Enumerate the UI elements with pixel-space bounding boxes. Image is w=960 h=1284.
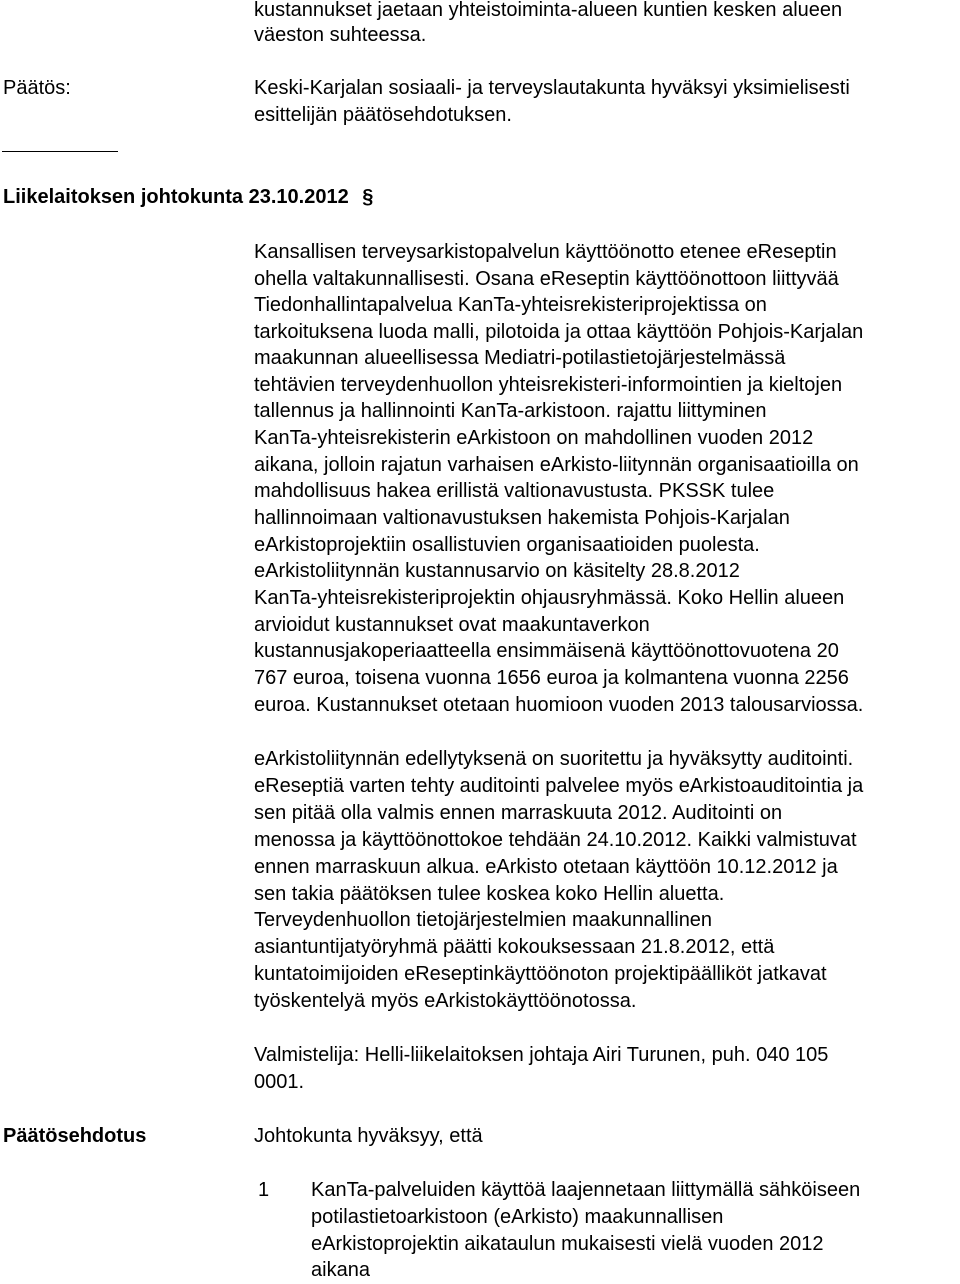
audit-line: ennen marraskuun alkua. eArkisto otetaan käyttöön 10.12.2012 ja	[254, 856, 838, 878]
subject-line: 767 euroa, toisena vuonna 1656 euroa ja kolmantena vuonna 2256	[254, 667, 849, 689]
audit-line: eReseptiä varten tehty auditointi palvelee myös eArkistoauditointia ja	[254, 775, 864, 797]
proposal-label: Päätösehdotus	[3, 1125, 147, 1147]
subject-line: tarkoituksena luoda malli, pilotoida ja ottaa käyttöön Pohjois-Karjalan	[254, 321, 864, 343]
subject-line: eArkistoprojektiin osallistuvien organisaatioiden puolesta.	[254, 534, 760, 556]
proposal-intro: Johtokunta hyväksyy, että	[254, 1125, 483, 1147]
audit-line: kuntatoimijoiden eReseptinkäyttöönoton projektipäälliköt jatkavat	[254, 963, 827, 985]
audit-line: eArkistoliitynnän edellytyksenä on suoritettu ja hyväksytty auditointi.	[254, 748, 854, 770]
audit-line: sen pitää olla valmis ennen marraskuuta 2012. Auditointi on	[254, 802, 783, 824]
subject-line: euroa. Kustannukset otetaan huomioon vuoden 2013 talousarviossa.	[254, 694, 864, 716]
audit-line: menossa ja käyttöönottokoe tehdään 24.10.2012. Kaikki valmistuvat	[254, 829, 857, 851]
subject-line: tehtävien terveydenhuollon yhteisrekisteri-informointien ja kieltojen	[254, 374, 843, 396]
proposal-item-line: eArkistoprojektin aikataulun mukaisesti vielä vuoden 2012	[311, 1233, 824, 1255]
subject-line: ohella valtakunnallisesti. Osana eReseptin käyttöönottoon liittyvää	[254, 268, 839, 290]
proposal-item-line: aikana	[311, 1259, 370, 1281]
section-divider	[2, 151, 118, 152]
subject-line: Tiedonhallintapalvelua KanTa-yhteisrekisteriprojektissa on	[254, 294, 767, 316]
subject-line: tallennus ja hallinnointi KanTa-arkistoon. rajattu liittyminen	[254, 400, 767, 422]
proposal-item-number: 1	[258, 1179, 270, 1201]
section-mark: §	[362, 186, 374, 208]
audit-line: asiantuntijatyöryhmä päätti kokouksessaan 21.8.2012, että	[254, 936, 775, 958]
decision-line: esittelijän päätösehdotuksen.	[254, 104, 512, 126]
subject-line: aikana, jolloin rajatun varhaisen eArkisto-liitynnän organisaatioilla on	[254, 454, 859, 476]
preparer-line: 0001.	[254, 1071, 305, 1093]
audit-line: Terveydenhuollon tietojärjestelmien maakunnallinen	[254, 909, 713, 931]
proposal-item-line: potilastietoarkistoon (eArkisto) maakunnallisen	[311, 1206, 724, 1228]
proposal-item-line: KanTa-palveluiden käyttöä laajennetaan liittymällä sähköiseen	[311, 1179, 861, 1201]
audit-line: työskentelyä myös eArkistokäyttöönotossa.	[254, 990, 637, 1012]
paragraph-line: kustannukset jaetaan yhteistoiminta-alueen kuntien kesken alueen	[254, 0, 843, 21]
meeting-heading	[3, 184, 373, 211]
subject-line: eArkistoliitynnän kustannusarvio on käsitelty 28.8.2012	[254, 560, 740, 582]
subject-line: arvioidut kustannukset ovat maakuntaverkon	[254, 614, 650, 636]
audit-line: sen takia päätöksen tulee koskea koko Hellin aluetta.	[254, 883, 725, 905]
subject-line: mahdollisuus hakea erillistä valtionavustusta. PKSSK tulee	[254, 480, 775, 502]
subject-line: maakunnan alueellisessa Mediatri-potilastietojärjestelmässä	[254, 347, 786, 369]
decision-label: Päätös:	[3, 77, 71, 99]
subject-line: kustannusjakoperiaatteella ensimmäisenä käyttöönottovuotena 20	[254, 640, 839, 662]
subject-line: KanTa-yhteisrekisteriprojektin ohjausryhmässä. Koko Hellin alueen	[254, 587, 845, 609]
preparer-line: Valmistelija: Helli-liikelaitoksen johtaja Airi Turunen, puh. 040 105	[254, 1044, 829, 1066]
decision-line: Keski-Karjalan sosiaali- ja terveyslautakunta hyväksyi yksimielisesti	[254, 77, 850, 99]
subject-line: KanTa-yhteisrekisterin eArkistoon on mahdollinen vuoden 2012	[254, 427, 814, 449]
subject-line: Kansallisen terveysarkistopalvelun käyttöönotto etenee eReseptin	[254, 241, 837, 263]
paragraph-line: väeston suhteessa.	[254, 24, 427, 46]
subject-line: hallinnoimaan valtionavustuksen hakemista Pohjois-Karjalan	[254, 507, 790, 529]
meeting-heading-text: Liikelaitoksen johtokunta 23.10.2012	[3, 186, 349, 208]
